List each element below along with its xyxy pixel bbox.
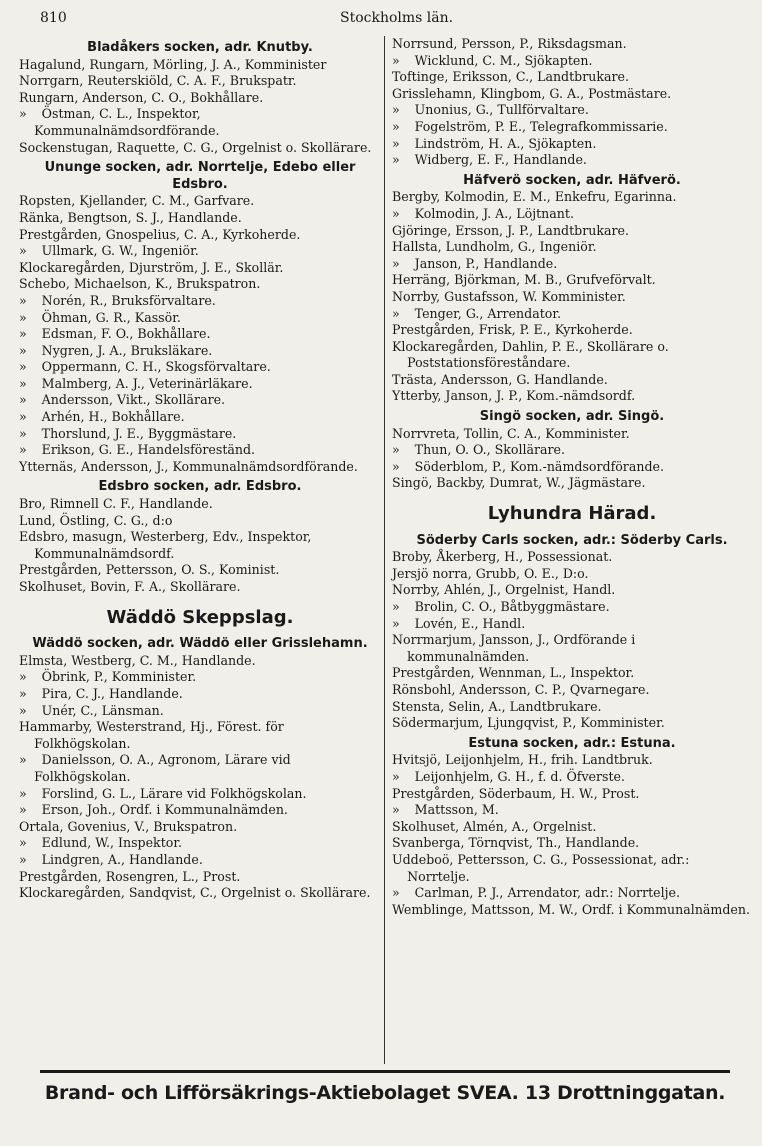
ditto-mark: » (19, 851, 27, 867)
directory-entry (19, 426, 381, 443)
directory-entry (392, 599, 752, 616)
entry-text: Norrsund, Persson, P., Riksdagsman. (392, 36, 627, 51)
entry-text: Bro, Rimnell C. F., Handlande. (19, 496, 213, 512)
page-header (40, 10, 740, 32)
directory-entry (392, 372, 752, 389)
directory-entry (392, 632, 752, 665)
directory-entry (392, 223, 752, 240)
entry-text: Rungarn, Anderson, C. O., Bokhållare. (19, 89, 264, 105)
entry-text: Skolhuset, Almén, A., Orgelnist. (392, 818, 597, 834)
ditto-mark: » (19, 409, 27, 425)
entry-text: Uddeboö, Pettersson, C. G., Possessionat, adr.: Norrtelje. (392, 851, 690, 884)
directory-entry (392, 69, 752, 86)
entry-text: Norrmarjum, Jansson, J., Ordförande i kommunalnämden. (392, 632, 636, 664)
ditto-mark: » (392, 305, 400, 321)
entry-text: Edsbro, masugn, Westerberg, Edv., Inspektor, Kommunalnämdsordf. (19, 529, 312, 561)
directory-entry (392, 306, 752, 323)
ditto-mark: » (392, 152, 400, 168)
entry-text: Unonius, G., Tullförvaltare. (414, 102, 589, 118)
entry-text: Elmsta, Westberg, C. M., Handlande. (19, 652, 256, 668)
entry-text: Widberg, E. F., Handlande. (414, 152, 587, 168)
directory-entry (392, 189, 752, 206)
entry-text: Edlund, W., Inspektor. (41, 835, 182, 851)
entry-text: Lindström, H. A., Sjökapten. (414, 135, 597, 151)
entry-text: Prestgården, Söderbaum, H. W., Prost. (392, 785, 640, 801)
directory-entry (392, 102, 752, 119)
directory-entry (19, 392, 381, 409)
directory-entry (19, 513, 381, 530)
entry-text: Wicklund, C. M., Sjökapten. (414, 52, 593, 68)
ditto-mark: » (19, 359, 27, 375)
directory-entry (392, 339, 752, 372)
entry-text: Arhén, H., Bokhållare. (41, 409, 185, 425)
directory-entry (392, 152, 752, 169)
entry-text: Öhman, G. R., Kassör. (41, 309, 181, 325)
entry-text: Skolhuset, Bovin, F. A., Skollärare. (19, 579, 241, 594)
directory-entry (19, 57, 381, 74)
ditto-mark: » (392, 885, 400, 901)
directory-entry (392, 665, 752, 682)
entry-text: Prestgården, Rosengren, L., Prost. (19, 868, 241, 884)
running-title: Stockholms län. (340, 10, 454, 26)
banner-text: Brand- och Lifförsäkrings-Aktiebolaget SVEA. 13 Drottninggatan. (44, 1082, 726, 1104)
directory-entry (19, 293, 381, 310)
directory-entry (392, 852, 752, 885)
entry-text: Kolmodin, J. A., Löjtnant. (414, 205, 574, 221)
entry-text: Carlman, P. J., Arrendator, adr.: Norrtelje. (414, 885, 680, 901)
directory-entry (19, 310, 381, 327)
ditto-mark: » (19, 375, 27, 391)
entry-text: Östman, C. L., Inspektor, Kommunalnämdsordförande. (34, 106, 220, 138)
directory-entry (392, 835, 752, 852)
entry-text: Hagalund, Rungarn, Mörling, J. A., Komminister (19, 56, 327, 72)
directory-entry (392, 86, 752, 103)
entry-text: Norrvreta, Tollin, C. A., Komminister. (392, 425, 630, 441)
parish-heading: Häfverö socken, adr. Häfverö. (463, 172, 681, 188)
directory-entry (19, 193, 381, 210)
directory-entry (19, 752, 381, 785)
entry-text: Hvitsjö, Leijonhjelm, H., frih. Landtbruk. (392, 752, 653, 768)
entry-text: Herräng, Björkman, M. B., Grufveförvalt. (392, 272, 656, 288)
directory-entry (19, 669, 381, 686)
ditto-mark: » (392, 102, 400, 118)
entry-text: Andersson, Vikt., Skollärare. (41, 392, 226, 408)
directory-entry (392, 289, 752, 306)
page-number: 810 (40, 10, 67, 26)
ditto-mark: » (19, 785, 27, 801)
entry-text: Prestgården, Pettersson, O. S., Kominist. (19, 562, 280, 578)
directory-entry (392, 119, 752, 136)
column-divider (384, 36, 385, 1064)
ditto-mark: » (392, 255, 400, 271)
ditto-mark: » (392, 599, 400, 614)
directory-entry (19, 409, 381, 426)
entry-text: Leijonhjelm, G. H., f. d. Öfverste. (414, 768, 626, 784)
directory-entry (19, 703, 381, 720)
entry-text: Sockenstugan, Raquette, C. G., Orgelnist o. Skollärare. (19, 139, 372, 155)
entry-text: Thun, O. O., Skollärare. (414, 442, 566, 458)
ditto-mark: » (19, 342, 27, 358)
entry-text: Klockaregården, Sandqvist, C., Orgelnist o. Skollärare. (19, 885, 371, 901)
entry-text: Öbrink, P., Komminister. (41, 669, 197, 685)
directory-entry (392, 802, 752, 819)
directory-entry (19, 653, 381, 670)
directory-entry (19, 227, 381, 244)
directory-entry (392, 566, 752, 583)
entry-text: Forslind, G. L., Lärare vid Folkhögskolan. (41, 785, 307, 801)
entry-text: Unér, C., Länsman. (41, 702, 164, 718)
entry-text: Gjöringe, Ersson, J. P., Landtbrukare. (392, 222, 629, 238)
entry-text: Hammarby, Westerstrand, Hj., Förest. för Folkhögskolan. (19, 719, 284, 751)
ditto-mark: » (19, 326, 27, 342)
directory-entry (19, 243, 381, 260)
ditto-mark: » (392, 118, 400, 134)
entry-text: Norrby, Ahlén, J., Orgelnist, Handl. (392, 582, 616, 598)
directory-entry (19, 869, 381, 886)
entry-text: Nygren, J. A., Bruksläkare. (41, 342, 213, 358)
parish-heading: Singö socken, adr. Singö. (479, 409, 665, 425)
entry-text: Lindgren, A., Handlande. (41, 851, 203, 867)
ditto-mark: » (19, 309, 27, 325)
ditto-mark: » (19, 752, 27, 768)
right-column (392, 36, 752, 918)
parish-heading: Ununge socken, adr. Norrtelje, Edebo eller Edsbro. (44, 160, 356, 192)
directory-entry (392, 206, 752, 223)
entry-text: Prestgården, Frisk, P. E., Kyrkoherde. (392, 322, 633, 338)
entry-text: Ytternäs, Andersson, J., Kommunalnämdsordförande. (19, 458, 358, 474)
directory-entry (392, 699, 752, 716)
directory-entry (392, 682, 752, 699)
entry-text: Edsman, F. O., Bokhållare. (41, 326, 211, 342)
entry-text: Söderblom, P., Kom.-nämdsordförande. (414, 458, 664, 474)
directory-entry (19, 73, 381, 90)
banner-rule (40, 1070, 730, 1073)
entry-text: Erikson, G. E., Handelsföreständ. (41, 442, 256, 458)
entry-text: Brolin, C. O., Båtbyggmästare. (414, 599, 610, 614)
entry-text: Prestgården, Wennman, L., Inspektor. (392, 665, 635, 681)
entry-text: Prestgården, Gnospelius, C. A., Kyrkoherde. (19, 226, 301, 242)
ditto-mark: » (392, 205, 400, 221)
entry-text: Jersjö norra, Grubb, O. E., D:o. (392, 565, 589, 581)
directory-entry (19, 106, 381, 139)
entry-text: Thorslund, J. E., Byggmästare. (41, 425, 237, 441)
directory-entry (392, 322, 752, 339)
entry-text: Svanberga, Törnqvist, Th., Handlande. (392, 835, 640, 851)
entry-text: Trästa, Andersson, G. Handlande. (392, 371, 608, 387)
directory-entry (392, 786, 752, 803)
directory-entry (19, 852, 381, 869)
entry-text: Rönsbohl, Andersson, C. P., Qvarnegare. (392, 681, 650, 697)
entry-text: Lund, Östling, C. G., d:o (19, 512, 173, 528)
directory-entry (392, 549, 752, 566)
entry-text: Ytterby, Janson, J. P., Kom.-nämdsordf. (392, 388, 636, 404)
ditto-mark: » (392, 615, 400, 631)
entry-text: Wemblinge, Mattsson, M. W., Ordf. i Kommunalnämden. (392, 901, 751, 917)
directory-entry (19, 835, 381, 852)
entry-text: Janson, P., Handlande. (414, 255, 558, 271)
directory-entry (19, 719, 381, 752)
entry-text: Tenger, G., Arrendator. (414, 305, 561, 321)
directory-entry (19, 579, 381, 596)
entry-text: Fogelström, P. E., Telegrafkommissarie. (414, 118, 668, 134)
directory-entry (19, 529, 381, 562)
ditto-mark: » (19, 702, 27, 718)
directory-entry (392, 715, 752, 732)
directory-entry (19, 376, 381, 393)
directory-entry (392, 136, 752, 153)
parish-heading: Wäddö socken, adr. Wäddö eller Grisslehamn. (32, 636, 368, 652)
parish-heading: Edsbro socken, adr. Edsbro. (98, 479, 302, 495)
district-heading: Wäddö Skeppslag. (106, 606, 294, 628)
directory-entry (392, 459, 752, 476)
directory-entry (392, 256, 752, 273)
entry-text: Singö, Backby, Dumrat, W., Jägmästare. (392, 475, 646, 491)
ditto-mark: » (19, 243, 27, 259)
entry-text: Ullmark, G. W., Ingeniör. (41, 243, 199, 259)
directory-entry (19, 786, 381, 803)
ditto-mark: » (392, 442, 400, 458)
entry-text: Danielsson, O. A., Agronom, Lärare vid Folkhögskolan. (34, 752, 291, 784)
entry-text: Malmberg, A. J., Veterinärläkare. (41, 375, 253, 391)
entry-text: Oppermann, C. H., Skogsförvaltare. (41, 359, 271, 375)
ditto-mark: » (19, 669, 27, 685)
entry-text: Broby, Åkerberg, H., Possessionat. (392, 549, 613, 565)
parish-heading: Söderby Carls socken, adr.: Söderby Carls. (416, 532, 728, 548)
left-column (19, 36, 381, 902)
entry-text: Toftinge, Eriksson, C., Landtbrukare. (392, 69, 629, 85)
ditto-mark: » (19, 835, 27, 851)
entry-text: Södermarjum, Ljungqvist, P., Komminister. (392, 715, 665, 731)
directory-entry (392, 239, 752, 256)
directory-entry (392, 902, 752, 919)
directory-entry (19, 210, 381, 227)
entry-text: Norrby, Gustafsson, W. Komminister. (392, 288, 626, 304)
entry-text: Hallsta, Lundholm, G., Ingeniör. (392, 239, 597, 255)
parish-heading: Bladåkers socken, adr. Knutby. (87, 40, 313, 55)
directory-entry (19, 686, 381, 703)
ditto-mark: » (19, 802, 27, 818)
ditto-mark: » (392, 135, 400, 151)
directory-entry (392, 616, 752, 633)
entry-text: Mattsson, M. (414, 802, 499, 818)
directory-entry (392, 442, 752, 459)
directory-entry (392, 426, 752, 443)
directory-entry (19, 276, 381, 293)
directory-entry (19, 260, 381, 277)
entry-text: Ortala, Govenius, V., Brukspatron. (19, 818, 238, 834)
entry-text: Schebo, Michaelson, K., Brukspatron. (19, 276, 261, 292)
directory-entry (19, 442, 381, 459)
entry-text: Norén, R., Bruksförvaltare. (41, 292, 216, 308)
entry-text: Ropsten, Kjellander, C. M., Garfvare. (19, 193, 255, 209)
directory-entry (392, 819, 752, 836)
district-heading: Lyhundra Härad. (487, 503, 657, 525)
entry-text: Erson, Joh., Ordf. i Kommunalnämden. (41, 802, 288, 818)
entry-text: Ränka, Bengtson, S. J., Handlande. (19, 209, 242, 225)
ditto-mark: » (392, 802, 400, 818)
directory-entry (19, 562, 381, 579)
directory-entry (19, 885, 381, 902)
directory-entry (19, 90, 381, 107)
ditto-mark: » (392, 768, 400, 784)
directory-entry (19, 459, 381, 476)
directory-entry (392, 752, 752, 769)
ditto-mark: » (19, 292, 27, 308)
directory-entry (19, 326, 381, 343)
entry-text: Norrgarn, Reuterskiöld, C. A. F., Brukspatr. (19, 73, 297, 89)
directory-entry (19, 496, 381, 513)
ditto-mark: » (19, 442, 27, 458)
directory-entry (19, 819, 381, 836)
ditto-mark: » (392, 52, 400, 68)
directory-entry (392, 475, 752, 492)
directory-entry (392, 885, 752, 902)
directory-entry (392, 36, 752, 53)
directory-entry (392, 272, 752, 289)
directory-entry (19, 343, 381, 360)
entry-text: Grisslehamn, Klingbom, G. A., Postmästare. (392, 85, 672, 101)
directory-entry (19, 140, 381, 157)
directory-entry (392, 582, 752, 599)
entry-text: Klockaregården, Dahlin, P. E., Skollärare o. Poststationsföreståndare. (392, 338, 669, 371)
ditto-mark: » (19, 425, 27, 441)
ditto-mark: » (19, 392, 27, 408)
entry-text: Lovén, E., Handl. (414, 615, 526, 631)
entry-text: Pira, C. J., Handlande. (41, 685, 183, 701)
directory-entry (19, 359, 381, 376)
directory-entry (392, 53, 752, 70)
ditto-mark: » (19, 685, 27, 701)
entry-text: Bergby, Kolmodin, E. M., Enkefru, Egarinna. (392, 189, 677, 205)
parish-heading: Estuna socken, adr.: Estuna. (468, 735, 676, 751)
directory-entry (392, 388, 752, 405)
entry-text: Stensta, Selin, A., Landtbrukare. (392, 698, 602, 714)
directory-entry (19, 802, 381, 819)
directory-entry (392, 769, 752, 786)
ditto-mark: » (392, 458, 400, 474)
entry-text: Klockaregården, Djurström, J. E., Skollär. (19, 259, 284, 275)
advertisement-banner (40, 1070, 730, 1120)
ditto-mark: » (19, 106, 27, 122)
